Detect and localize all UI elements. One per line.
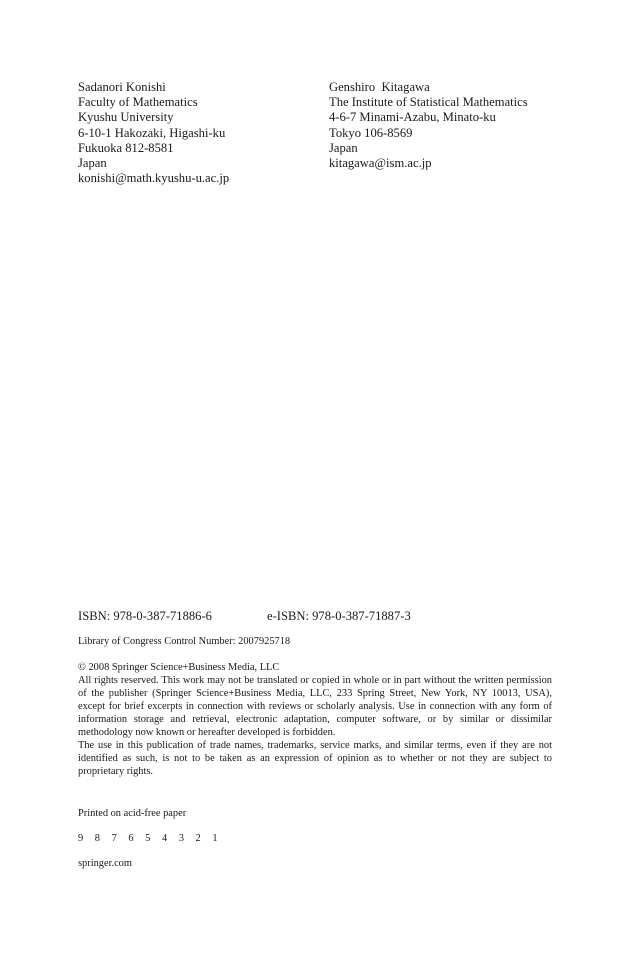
printed-on-note: Printed on acid-free paper xyxy=(78,808,187,819)
author-address-kitagawa xyxy=(329,80,528,171)
author-address-konishi xyxy=(78,80,229,186)
trademark-statement: The use in this publication of trade names, trademarks, service marks, and similar terms, even if they are not identified as such, is not to be taken as an expression of opinion as to whether or not they are subject to proprietary rights. xyxy=(78,740,552,777)
address-line: Japan xyxy=(329,140,358,155)
rights-statement: All rights reserved. This work may not be translated or copied in whole or in part without the written permission of the publisher (Springer Science+Business Media, LLC, 233 Spring Street, New York, NY 10013, USA), except for brief excerpts in connection with reviews or scholarly analysis. Use in connection with any form of information storage and retrieval, electronic adaptation, computer software, or by similar or dissimilar methodology now known or hereafter developed is forbidden. xyxy=(78,675,552,738)
address-line: Fukuoka 812-8581 xyxy=(78,140,174,155)
address-line: Faculty of Mathematics xyxy=(78,95,198,110)
lccn-statement: Library of Congress Control Number: 2007925718 xyxy=(78,636,291,647)
address-line: Japan xyxy=(78,156,107,171)
copyright-notice xyxy=(78,661,552,778)
printing-line: 9 8 7 6 5 4 3 2 1 xyxy=(78,833,223,844)
address-line: The Institute of Statistical Mathematics xyxy=(329,95,528,110)
publisher-website: springer.com xyxy=(78,858,132,869)
author-email: kitagawa@ism.ac.jp xyxy=(329,156,432,171)
isbn-row xyxy=(78,609,411,624)
address-line: Kyushu University xyxy=(78,110,174,125)
address-line: 4-6-7 Minami-Azabu, Minato-ku xyxy=(329,110,496,125)
copyright-line: © 2008 Springer Science+Business Media, LLC xyxy=(78,662,280,673)
author-name: Genshiro Kitagawa xyxy=(329,80,430,94)
author-email: konishi@math.kyushu-u.ac.jp xyxy=(78,171,230,186)
address-line: Tokyo 106-8569 xyxy=(329,125,413,140)
author-name: Sadanori Konishi xyxy=(78,80,166,94)
e-isbn: e-ISBN: 978-0-387-71887-3 xyxy=(267,609,411,623)
isbn: ISBN: 978-0-387-71886-6 xyxy=(78,609,212,623)
address-line: 6-10-1 Hakozaki, Higashi-ku xyxy=(78,125,226,140)
